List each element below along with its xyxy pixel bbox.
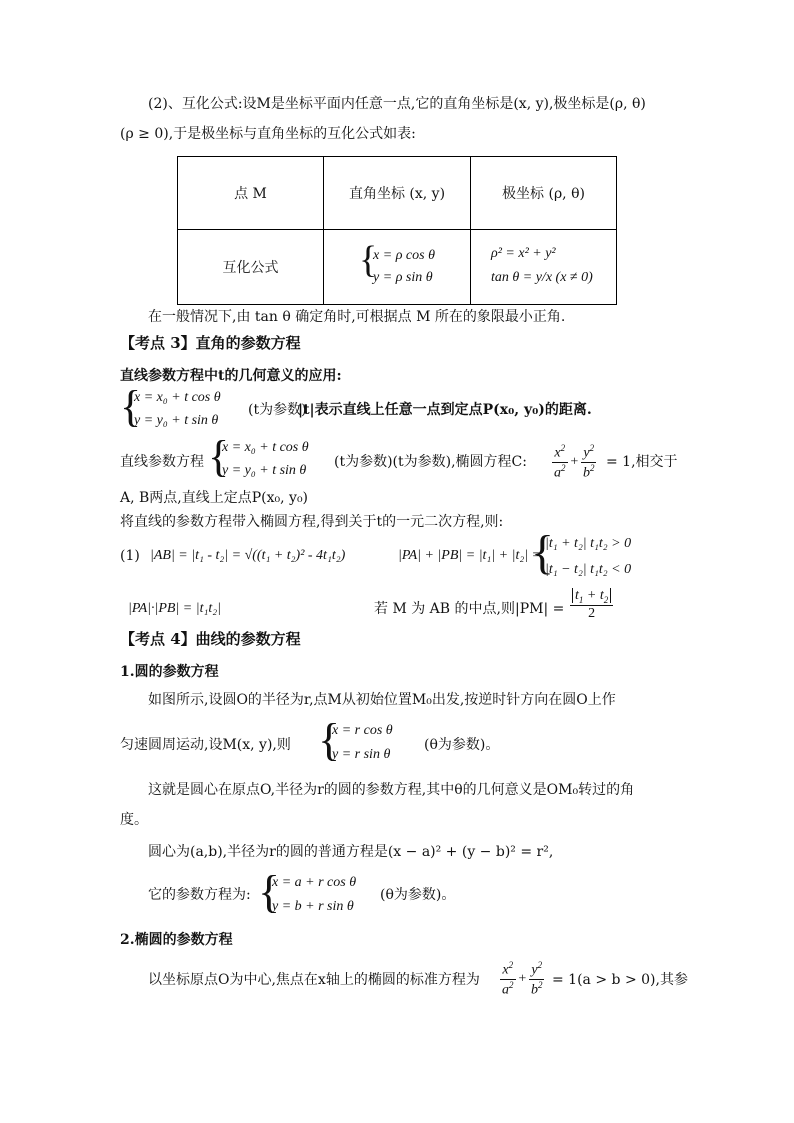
conversion-table xyxy=(177,156,617,305)
midpoint-text: 若 M 为 AB 的中点,则|PM| = xyxy=(374,601,565,617)
cases-brace: { xyxy=(531,526,555,579)
ab-formula: |AB| = |t₁ - t₂| = √((t₁ + t₂)² - 4t₁t₂) xyxy=(150,548,346,563)
t-meaning: |t|表示直线上任意一点到定点P(x₀, y₀)的距离. xyxy=(298,402,592,418)
kaodian4-heading: 【考点 4】曲线的参数方程 xyxy=(120,630,301,648)
circle-param2-brace: { xyxy=(258,866,281,917)
param-line-y: y = y₀ + t sin θ xyxy=(134,413,219,428)
ellipse-intro: 直线参数方程 xyxy=(120,454,204,470)
circle-param-note: (θ为参数)。 xyxy=(424,737,500,753)
rect-formula-x: x = ρ cos θ xyxy=(373,248,435,263)
polar-formula-tan: tan θ = y/x (x ≠ 0) xyxy=(491,270,593,285)
case-negative: |t₁ − t₂| t₁t₂ < 0 xyxy=(545,562,632,577)
circle-p1a: 如图所示,设圆O的半径为r,点M从初始位置M₀出发,按逆时针方向在圆O上作 xyxy=(148,692,616,708)
formula-intro-line1: (2)、互化公式:设M是坐标平面内任意一点,它的直角坐标是(x, y),极坐标是(ρ, θ) xyxy=(148,96,646,112)
circle-param-x: x = r cos θ xyxy=(332,723,393,738)
circle-param2-x: x = a + r cos θ xyxy=(272,875,357,890)
ellipse-title: 2.椭圆的参数方程 xyxy=(120,932,233,948)
circle-param-y: y = r sin θ xyxy=(332,747,391,762)
table-row-label: 互化公式 xyxy=(178,230,324,305)
tan-note: 在一般情况下,由 tan θ 确定角时,可根据点 M 所在的象限最小正角. xyxy=(148,309,566,325)
midpoint-fraction: $\frac{t_1 + t_2}{2}$ xyxy=(568,588,615,622)
rect-formula-y: y = ρ sin θ xyxy=(373,270,433,285)
item1-label: (1) xyxy=(120,548,140,564)
circle-title: 1.圆的参数方程 xyxy=(120,664,219,680)
circle-p2a: 这就是圆心在原点O,半径为r的圆的参数方程,其中θ的几何意义是OM₀转过的角 xyxy=(148,782,635,798)
table-header-rect: 直角坐标 (x, y) xyxy=(324,157,471,230)
table-header-point: 点 M xyxy=(178,157,324,230)
pa-pb-product: |PA|·|PB| = |t₁t₂| xyxy=(128,601,221,616)
circle-param-brace: { xyxy=(318,714,341,765)
table-header-polar: 极坐标 (ρ, θ) xyxy=(471,157,617,230)
polar-formula-rho: ρ² = x² + y² xyxy=(491,246,556,261)
ellipse-param-y: y = y₀ + t sin θ xyxy=(222,463,307,478)
circle-p3: 圆心为(a,b),半径为r的圆的普通方程是(x − a)² + (y − b)² = r², xyxy=(148,844,554,860)
pa-pb-sum: |PA| + |PB| = |t₁| + |t₂| = xyxy=(398,548,541,563)
param-note: (t为参数) xyxy=(248,402,307,418)
ellipse-mid: (t为参数)(t为参数),椭圆方程C: xyxy=(334,454,527,470)
circle-p4: 它的参数方程为: xyxy=(148,887,251,903)
circle-param2-note: (θ为参数)。 xyxy=(380,887,456,903)
param-line-x: x = x₀ + t cos θ xyxy=(134,390,221,405)
ellipse-param-x: x = x₀ + t cos θ xyxy=(222,440,309,455)
ellipse-p1: 以坐标原点O为中心,焦点在x轴上的椭圆的标准方程为 xyxy=(148,972,480,988)
param-brace-1: { xyxy=(120,382,142,431)
kaodian3-heading: 【考点 3】直角的参数方程 xyxy=(120,334,301,352)
kaodian3-subheading: 直线参数方程中t的几何意义的应用: xyxy=(120,368,342,384)
formula-intro-line2: (ρ ≥ 0),于是极坐标与直角坐标的互化公式如表: xyxy=(120,126,416,142)
ellipse-eq-tail: = 1,相交于 xyxy=(606,454,678,470)
circle-p1b: 匀速圆周运动,设M(x, y),则 xyxy=(120,737,291,753)
points-line: A, B两点,直线上定点P(x₀, y₀) xyxy=(120,490,309,506)
param-brace-2: { xyxy=(208,432,230,481)
circle-p2b: 度。 xyxy=(120,812,148,828)
ellipse-fraction: $\frac{x^2}{a^2}$ + $\frac{y^2}{b^2}$ xyxy=(554,443,595,481)
substitute-line: 将直线的参数方程带入椭圆方程,得到关于t的一元二次方程,则: xyxy=(120,514,504,530)
circle-param2-y: y = b + r sin θ xyxy=(272,899,354,914)
case-positive: |t₁ + t₂| t₁t₂ > 0 xyxy=(545,536,632,551)
ellipse-std-fraction: $\frac{x^2}{a^2}$ + $\frac{y^2}{b^2}$ xyxy=(502,960,543,998)
table-polar-cell xyxy=(471,230,617,305)
ellipse-p1-tail: = 1(a > b > 0),其参 xyxy=(552,972,688,988)
table-rect-cell: { x = ρ cos θ y = ρ sin θ xyxy=(324,230,471,305)
